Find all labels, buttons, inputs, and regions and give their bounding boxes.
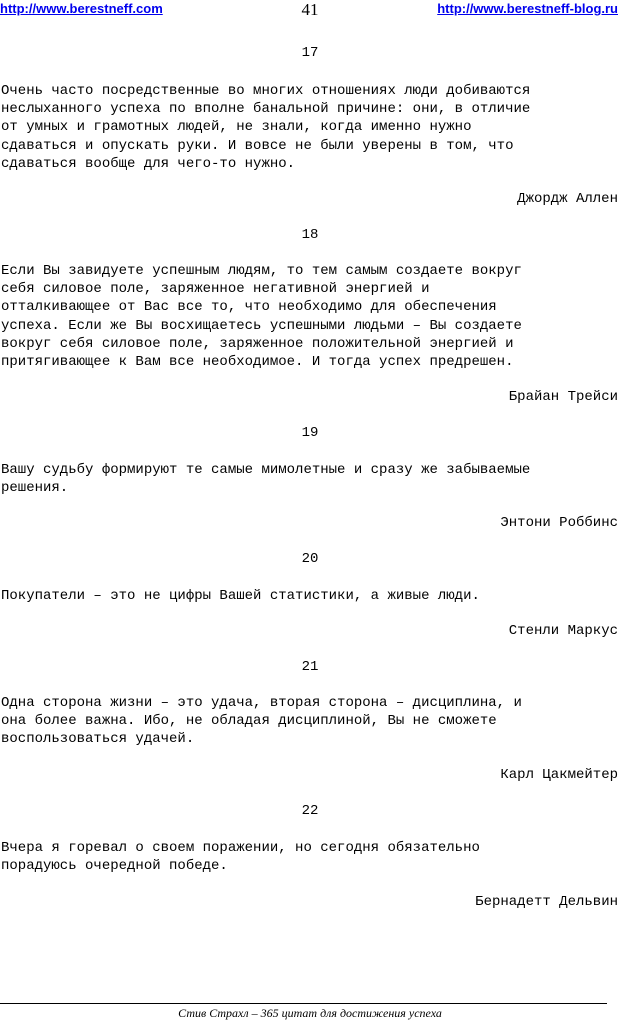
quote-text: Если Вы завидуете успешным людям, то тем самым создаете вокруг себя силовое поле, заряженное негативной энергией и отталкивающее от Вас все то, что необходимо для обеспечения успеха. Если же Вы восхищаетесь успешными людьми – Вы создаете вокруг себя силовое поле, заряженное положительной энергией и притягивающее к Вам все необходимое. И тогда успех предрешен.: [1, 263, 522, 371]
quote-author: Энтони Роббинс: [500, 515, 618, 531]
quote-author: Джордж Аллен: [517, 191, 618, 207]
quote-text: Очень часто посредственные во многих отношениях люди добиваются неслыханного успеха по вполне банальной причине: они, в отличие от умных и грамотных людей, не знали, когда именно нужно сдаваться и опускать руки. И вовсе не были уверены в том, что сдаваться вообще для чего-то нужно.: [1, 83, 531, 172]
quote-number: 18: [301, 227, 319, 243]
footer-divider: [0, 1003, 607, 1004]
quote-number: 17: [301, 45, 319, 61]
header-right-link[interactable]: http://www.berestneff-blog.ru: [437, 1, 618, 16]
footer-text: Стив Страхл – 365 цитат для достижения успеха: [178, 1006, 442, 1020]
page-number: 41: [301, 0, 319, 19]
quote-number: 21: [301, 659, 319, 675]
quote-number: 20: [301, 551, 319, 567]
quote-text: Покупатели – это не цифры Вашей статистики, а живые люди.: [1, 588, 480, 604]
quote-text: Одна сторона жизни – это удача, вторая сторона – дисциплина, и она более важна. Ибо, не обладая дисциплиной, Вы не сможете воспользоваться удачей.: [1, 695, 522, 748]
quote-text: Вашу судьбу формируют те самые мимолетные и сразу же забываемые решения.: [1, 462, 531, 497]
quote-author: Бернадетт Дельвин: [475, 894, 618, 910]
page-header: [0, 0, 620, 22]
quote-author: Стенли Маркус: [508, 623, 618, 639]
header-left-link[interactable]: http://www.berestneff.com: [0, 1, 163, 16]
quote-text: Вчера я горевал о своем поражении, но сегодня обязательно порадуюсь очередной победе.: [1, 840, 480, 875]
quote-number: 22: [301, 803, 319, 819]
quote-author: Брайан Трейси: [508, 389, 618, 405]
quote-number: 19: [301, 425, 319, 441]
quote-author: Карл Цакмейтер: [500, 767, 618, 783]
